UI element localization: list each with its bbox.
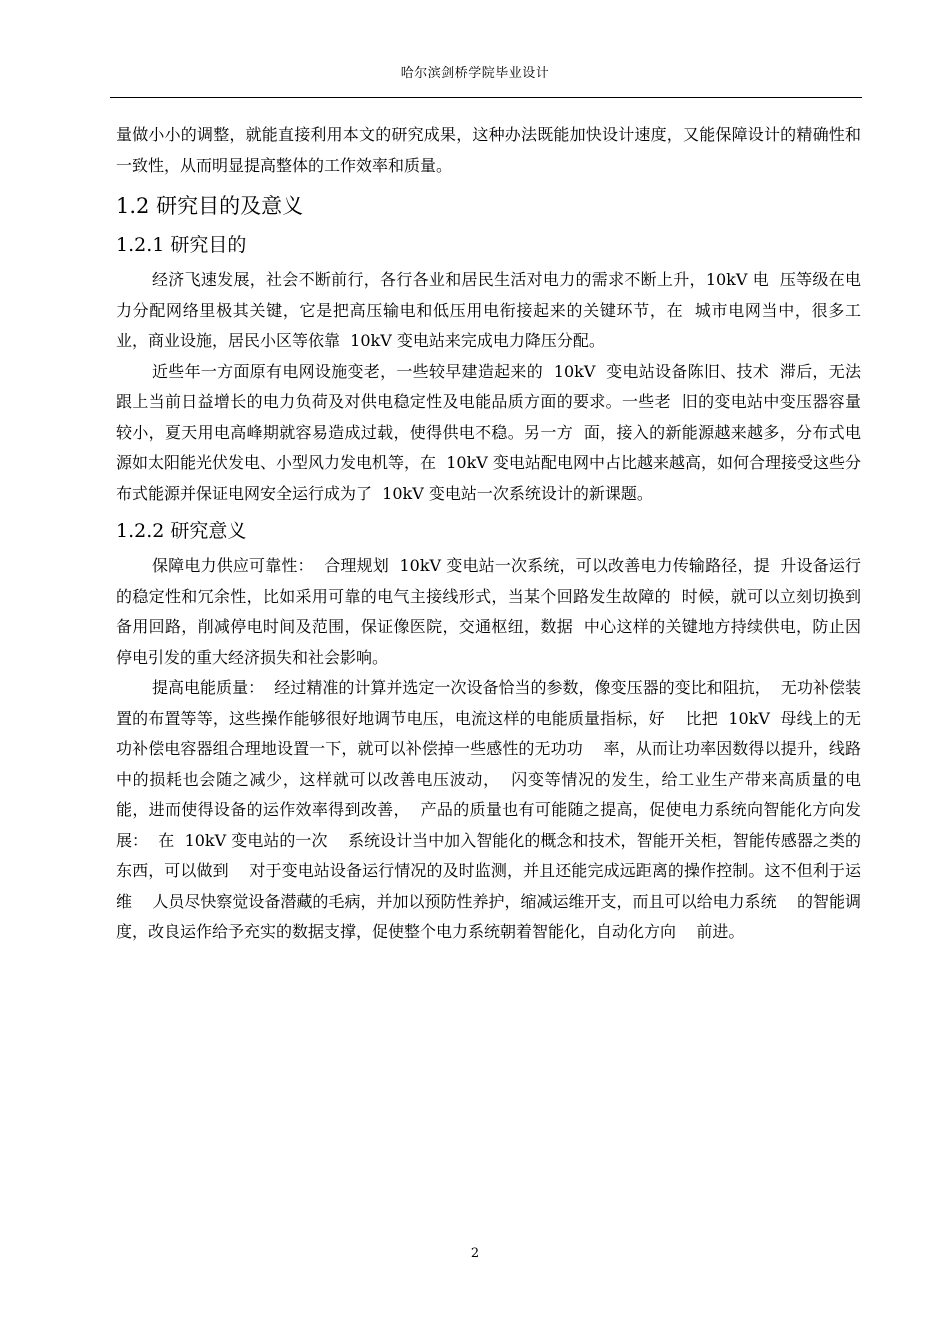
subsection-heading-1-2-1: 1.2.1 研究目的	[116, 234, 247, 256]
page-number: 2	[470, 1246, 480, 1261]
header-divider	[110, 97, 862, 98]
paragraph-significance-power-quality: 提高电能质量： 经过精准的计算并选定一次设备恰当的参数，像变压器的变比和阻抗， 无功补偿装置的布置等等，这些操作能够很好地调节电压，电流这样的电能质量指标，好 比把 10kV 母线上的无功补偿电容器组合理地设置一下，就可以补偿掉一些感性的无功功 率，从而让功率因数得以提升，线路中的损耗也会随之减少，这样就可以改善电压波动， 闪变等情况的发生，给工业生产带来高质量的电能，进而使得设备的运作效率得到改善， 产品的质量也有可能随之提高，促使电力系统向智能化方向发展： 在 10kV 变电站的一次 系统设计当中加入智能化的概念和技术，智能开关柜，智能传感器之类的东西，可以做到 对于变电站设备运行情况的及时监测，并且还能完成远距离的操作控制。这不但利于运维 人员尽快察觉设备潜藏的毛病，并加以预防性养护，缩减运维开支，而且可以给电力系统 的智能调度，改良运作给予充实的数据支撑，促使整个电力系统朝着智能化，自动化方向 前进。	[116, 678, 861, 941]
page-header: 哈尔滨剑桥学院毕业设计	[400, 66, 550, 81]
paragraph-continued: 量做小小的调整，就能直接利用本文的研究成果，这种办法既能加快设计速度，又能保障设计的精确性和一致性，从而明显提高整体的工作效率和质量。	[116, 125, 861, 175]
page-body	[116, 120, 861, 948]
section-heading-1-2: 1.2 研究目的及意义	[116, 194, 304, 218]
paragraph-research-purpose-2: 近些年一方面原有电网设施变老，一些较早建造起来的 10kV 变电站设备陈旧、技术 滞后，无法跟上当前日益增长的电力负荷及对供电稳定性及电能品质方面的要求。一些老 旧的变电站中变压器容量较小，夏天用电高峰期就容易造成过载，使得供电不稳。另一方 面，接入的新能源越来越多，分布式电源如太阳能光伏发电、小型风力发电机等，在 10kV 变电站配电网中占比越来越高，如何合理接受这些分布式能源并保证电网安全运行成为了 10kV 变电站一次系统设计的新课题。	[116, 361, 861, 503]
paragraph-significance-reliability: 保障电力供应可靠性： 合理规划 10kV 变电站一次系统，可以改善电力传输路径，提 升设备运行的稳定性和冗余性，比如采用可靠的电气主接线形式，当某个回路发生故障的 时候，就可以立刻切换到备用回路，削减停电时间及范围，保证像医院，交通枢纽，数据 中心这样的关键地方持续供电，防止因停电引发的重大经济损失和社会影响。	[116, 556, 861, 667]
subsection-heading-1-2-2: 1.2.2 研究意义	[116, 520, 247, 542]
paragraph-research-purpose-1: 经济飞速发展，社会不断前行，各行各业和居民生活对电力的需求不断上升，10kV 电 压等级在电力分配网络里极其关键，它是把高压输电和低压用电衔接起来的关键环节，在 城市电网当中，很多工业，商业设施，居民小区等依靠 10kV 变电站来完成电力降压分配。	[116, 270, 861, 350]
